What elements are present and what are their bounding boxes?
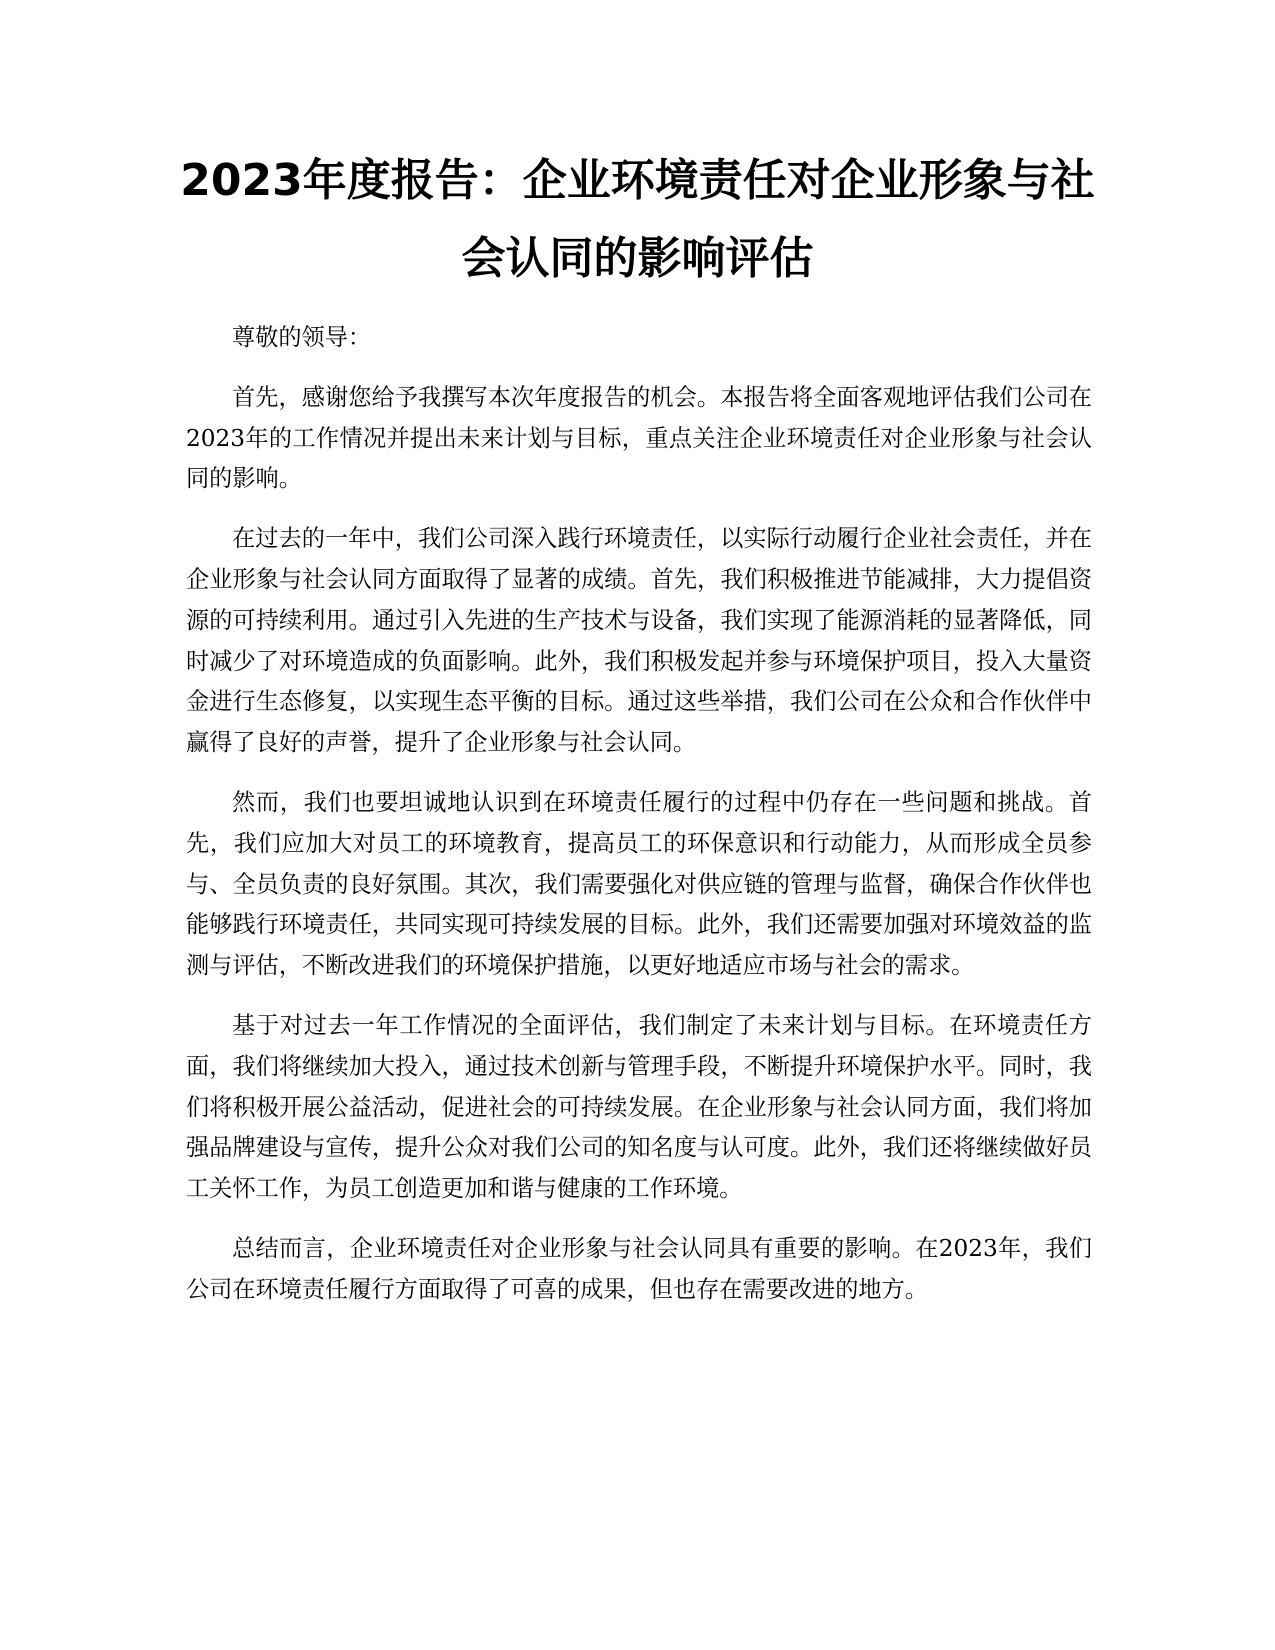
paragraph-future-plans: 基于对过去一年工作情况的全面评估，我们制定了未来计划与目标。在环境责任方面，我们将继续加大投入，通过技术创新与管理手段，不断提升环境保护水平。同时，我们将积极开展公益活动，促进社会的可持续发展。在企业形象与社会认同方面，我们将加强品牌建设与宣传，提升公众对我们公司的知名度与认可度。此外，我们还将继续做好员工关怀工作，为员工创造更加和谐与健康的工作环境。	[186, 1011, 1092, 1203]
salutation: 尊敬的领导：	[232, 324, 372, 351]
document-body	[186, 318, 1092, 1330]
paragraph-summary: 总结而言，企业环境责任对企业形象与社会认同具有重要的影响。在2023年，我们公司在环境责任履行方面取得了可喜的成果，但也存在需要改进的地方。	[186, 1234, 1092, 1303]
document-title: 2023年度报告：企业环境责任对企业形象与社会认同的影响评估	[180, 155, 1095, 284]
paragraph-intro: 首先，感谢您给予我撰写本次年度报告的机会。本报告将全面客观地评估我们公司在2023年的工作情况并提出未来计划与目标，重点关注企业环境责任对企业形象与社会认同的影响。	[186, 383, 1092, 493]
paragraph-achievements: 在过去的一年中，我们公司深入践行环境责任，以实际行动履行企业社会责任，并在企业形象与社会认同方面取得了显著的成绩。首先，我们积极推进节能减排，大力提倡资源的可持续利用。通过引入先进的生产技术与设备，我们实现了能源消耗的显著降低，同时减少了对环境造成的负面影响。此外，我们积极发起并参与环境保护项目，投入大量资金进行生态修复，以实现生态平衡的目标。通过这些举措，我们公司在公众和合作伙伴中赢得了良好的声誉，提升了企业形象与社会认同。	[186, 525, 1092, 757]
paragraph-challenges: 然而，我们也要坦诚地认识到在环境责任履行的过程中仍存在一些问题和挑战。首先，我们应加大对员工的环境教育，提高员工的环保意识和行动能力，从而形成全员参与、全员负责的良好氛围。其次，我们需要强化对供应链的管理与监督，确保合作伙伴也能够践行环境责任，共同实现可持续发展的目标。此外，我们还需要加强对环境效益的监测与评估，不断改进我们的环境保护措施，以更好地适应市场与社会的需求。	[186, 788, 1092, 980]
